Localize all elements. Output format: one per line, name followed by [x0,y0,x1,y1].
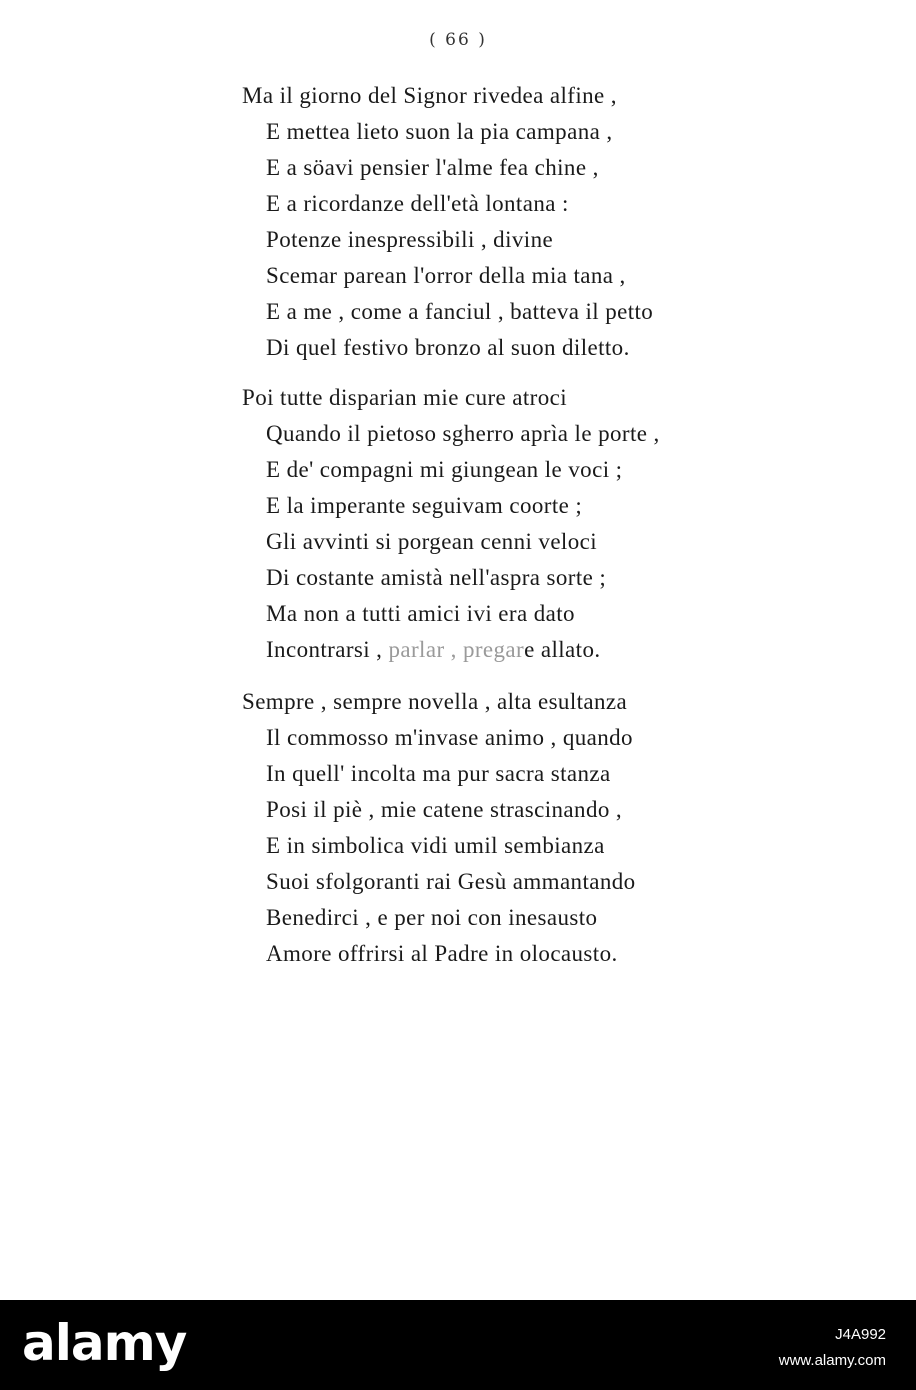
verse-line: Benedirci , e per noi con inesausto [266,905,598,930]
verse-line: Amore offrirsi al Padre in olocausto. [266,941,618,966]
verse-line: Ma il giorno del Signor rivedea alfine , [242,83,617,108]
verse-line: Gli avvinti si porgean cenni veloci [266,529,598,554]
verse-line: E in simbolica vidi umil sembianza [266,833,605,858]
verse-line: Suoi sfolgoranti rai Gesù ammantando [266,869,636,894]
verse-line: In quell' incolta ma pur sacra stanza [266,761,611,786]
verse-line: E la imperante seguivam coorte ; [266,493,583,518]
verse-line: Poi tutte disparian mie cure atroci [242,385,568,410]
verse-fragment: Incontrarsi , [266,637,389,662]
alamy-logo: alamy [22,1314,187,1372]
stanza-1 [242,78,882,366]
verse-line-last [242,632,882,668]
verse-line: Il commosso m'invase animo , quando [266,725,633,750]
verse-line: Ma non a tutti amici ivi era dato [266,601,575,626]
verse-line: E de' compagni mi giungean le voci ; [266,457,623,482]
verse-line: Sempre , sempre novella , alta esultanza [242,689,628,714]
verse-line: E mettea lieto suon la pia campana , [266,119,613,144]
verse-line: Di quel festivo bronzo al suon diletto. [266,335,630,360]
faded-fragment: parlar , pregar [388,637,525,662]
stanza-3 [242,684,882,972]
verse-line: E a ricordanze dell'età lontana : [266,191,569,216]
verse-line: Di costante amistà nell'aspra sorte ; [266,565,607,590]
page-number: ( 66 ) [429,30,487,50]
verse-line: Posi il piè , mie catene strascinando , [266,797,623,822]
verse-line: Scemar parean l'orror della mia tana , [266,263,626,288]
verse-fragment: e allato. [524,637,601,662]
verse-line: E a me , come a fanciul , batteva il petto [266,299,654,324]
image-id: J4A992 [835,1326,886,1343]
verse-line: Quando il pietoso sgherro aprìa le porte , [266,421,660,446]
verse-line: Potenze inespressibili , divine [266,227,554,252]
watermark-footer [0,1300,916,1390]
site-url: www.alamy.com [778,1352,886,1369]
stanza-2 [242,380,882,668]
verse-line: E a söavi pensier l'alme fea chine , [266,155,599,180]
